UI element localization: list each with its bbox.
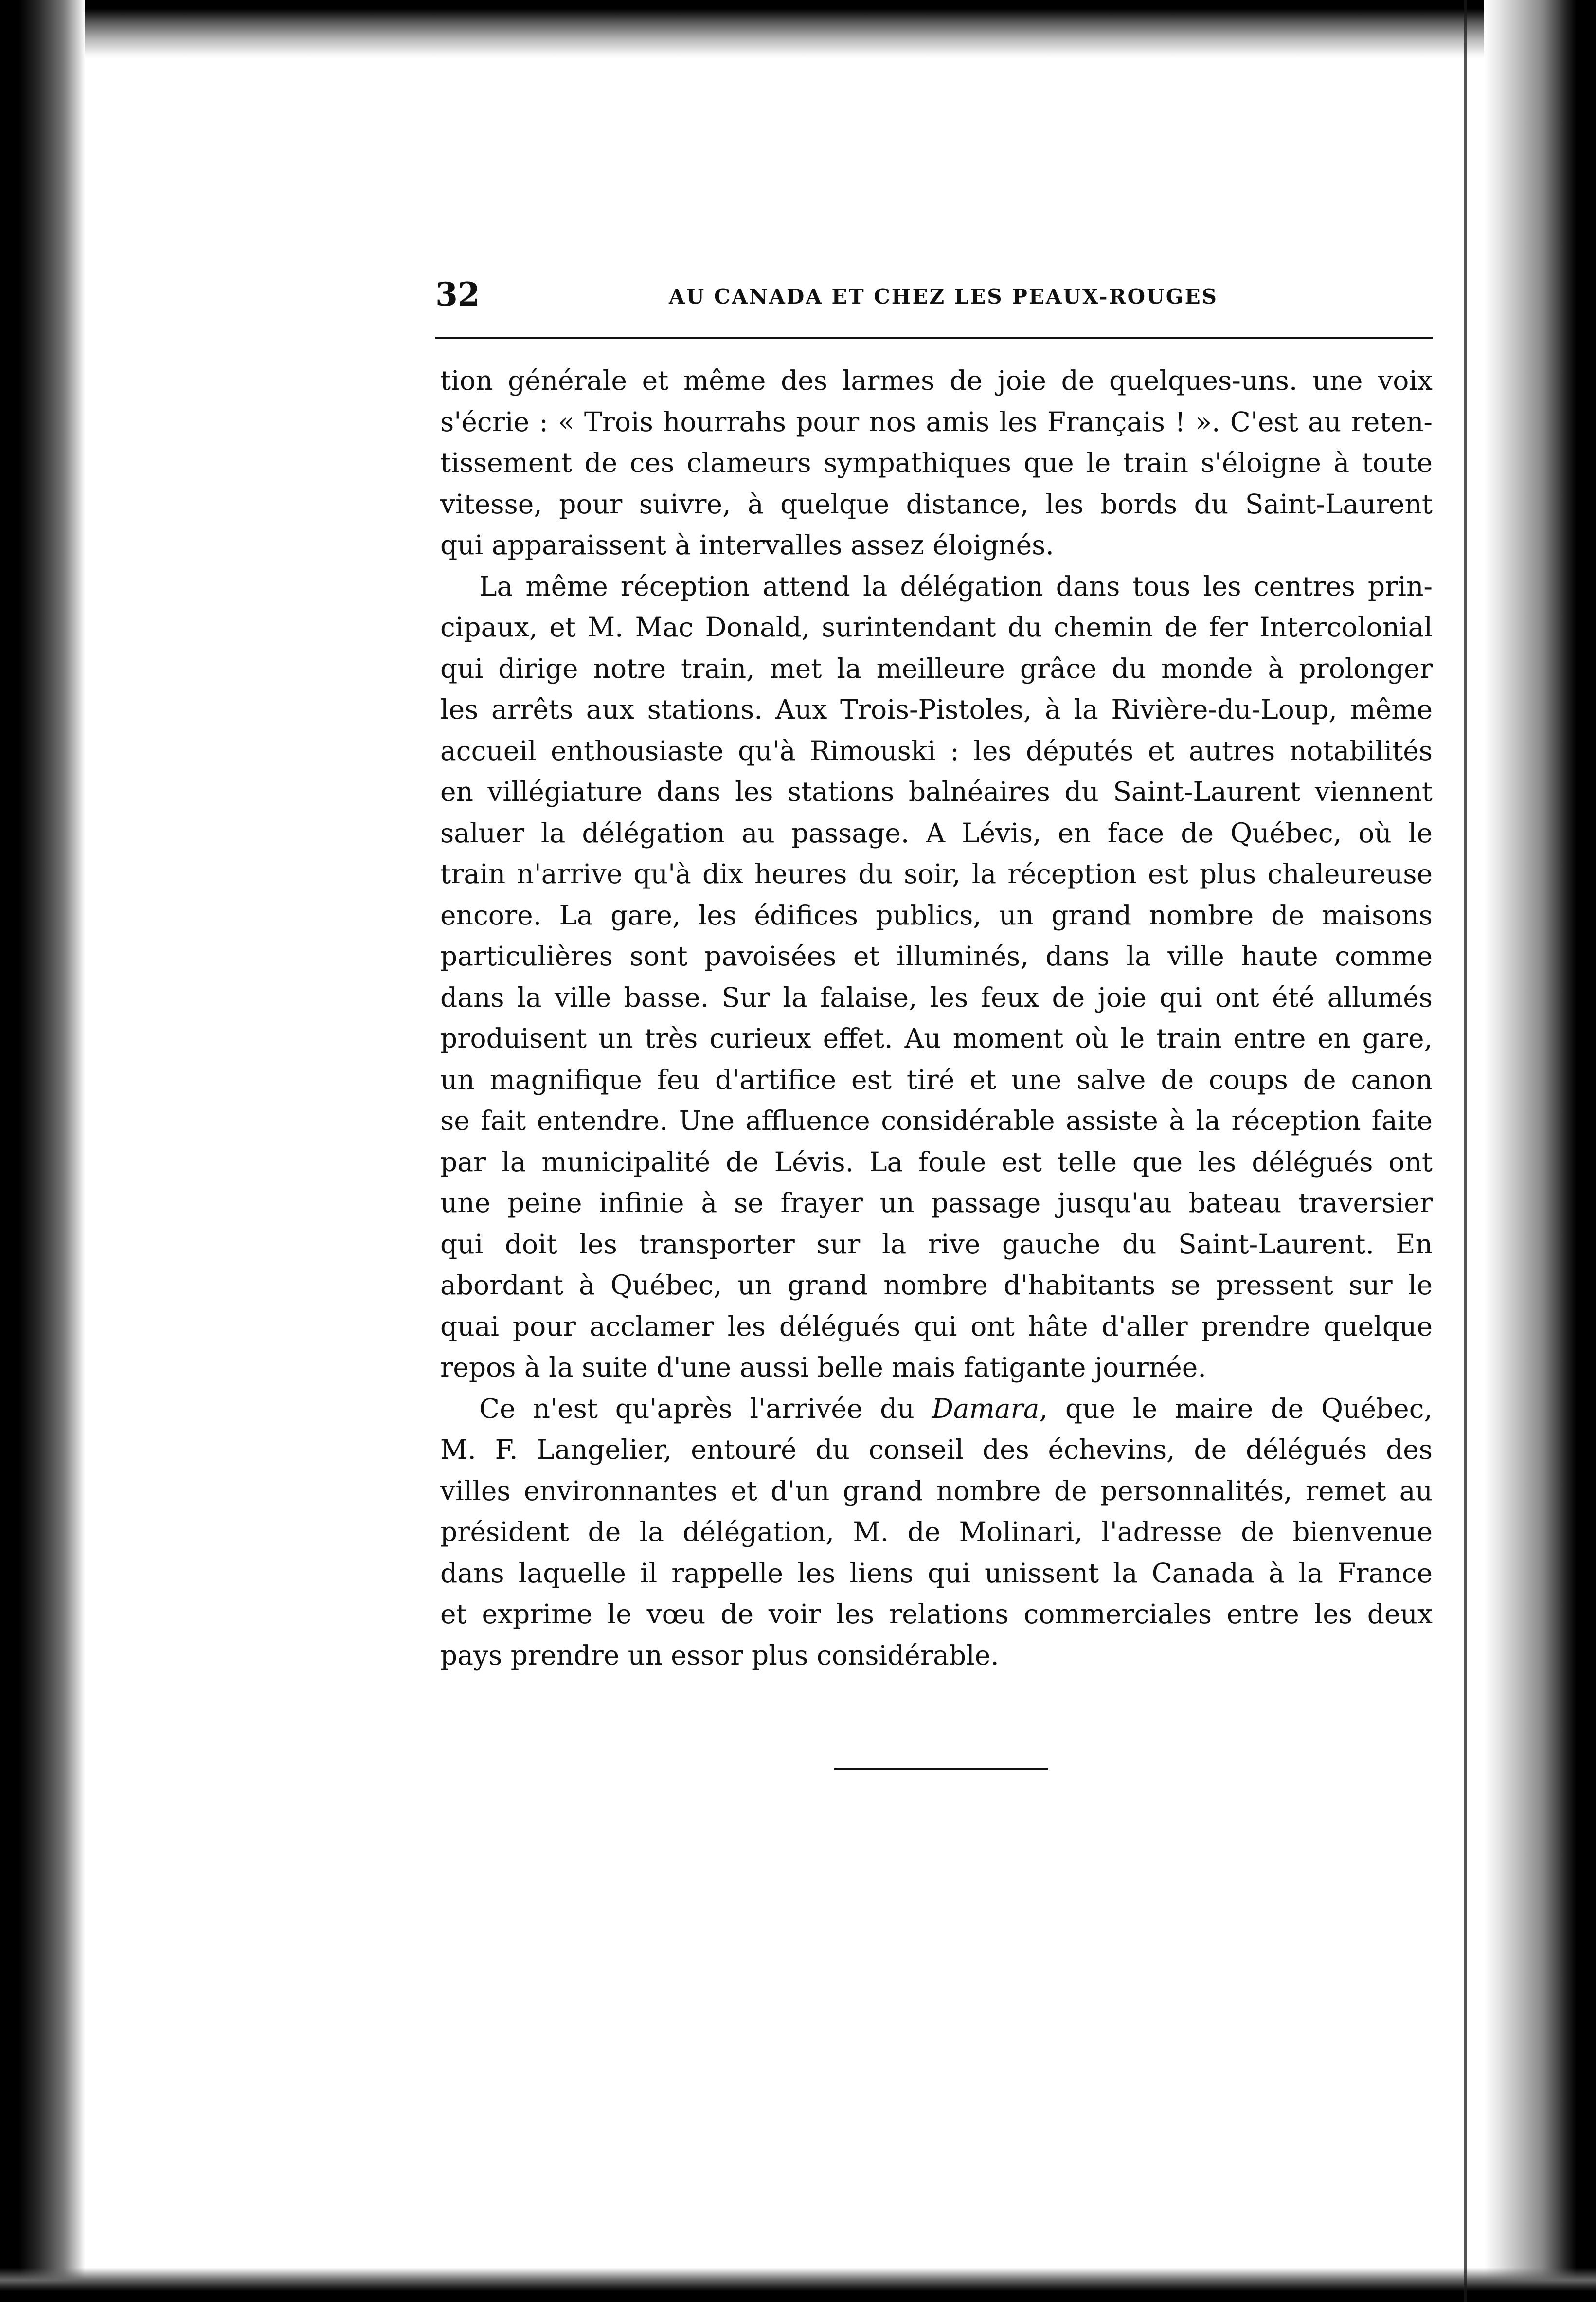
- text-line: et exprime le vœu de voir les relations commerciales entre les deux: [440, 1598, 1433, 1630]
- scan-border-right: [1484, 0, 1596, 2302]
- text-line: tissement de ces clameurs sympathiques que le train s'éloigne à toute: [440, 447, 1433, 478]
- text-line: particulières sont pavoisées et illuminés, dans la ville haute comme: [440, 941, 1433, 972]
- scan-border-left: [0, 0, 85, 2302]
- text-line: dans la ville basse. Sur la falaise, les feux de joie qui ont été allumés: [440, 981, 1433, 1013]
- text-line: encore. La gare, les édifices publics, un grand nombre de maisons: [440, 899, 1433, 931]
- text-line: M. F. Langelier, entouré du conseil des échevins, de délégués des: [440, 1434, 1433, 1465]
- header-rule: [435, 337, 1433, 339]
- body-text: [440, 360, 1433, 1676]
- text-line: s'écrie : « Trois hourrahs pour nos amis les Français ! ». C'est au reten-: [440, 406, 1433, 437]
- text-segment: Ce n'est qu'après l'arrivée du: [479, 1393, 932, 1424]
- text-line: abordant à Québec, un grand nombre d'habitants se pressent sur le: [440, 1269, 1433, 1301]
- text-line: produisent un très curieux effet. Au moment où le train entre en gare,: [440, 1023, 1433, 1054]
- ship-name: Damara: [932, 1393, 1040, 1424]
- running-title: AU CANADA ET CHEZ LES PEAUX-ROUGES: [669, 285, 1218, 308]
- text-line: un magnifique feu d'artifice est tiré et une salve de coups de canon: [440, 1064, 1433, 1095]
- text-line: par la municipalité de Lévis. La foule est telle que les délégués ont: [440, 1146, 1433, 1178]
- text-line: train n'arrive qu'à dix heures du soir, la réception est plus chaleureuse: [440, 858, 1433, 889]
- paragraph-start-line: [440, 1388, 1433, 1430]
- text-line: qui dirige notre train, met la meilleure grâce du monde à prolonger: [440, 653, 1433, 684]
- text-line: repos à la suite d'une aussi belle mais fatigante journée.: [440, 1352, 1206, 1383]
- running-head: [435, 272, 1433, 316]
- text-line: les arrêts aux stations. Aux Trois-Pistoles, à la Rivière-du-Loup, même: [440, 694, 1433, 725]
- page-fold-line: [1464, 0, 1467, 2302]
- text-line: en villégiature dans les stations balnéaires du Saint-Laurent viennent: [440, 776, 1433, 807]
- page-number: 32: [435, 275, 480, 313]
- text-line: qui apparaissent à intervalles assez éloignés.: [440, 529, 1054, 561]
- closing-rule: [834, 1768, 1048, 1770]
- text-line: se fait entendre. Une affluence considérable assiste à la réception faite: [440, 1105, 1433, 1136]
- text-line: dans laquelle il rappelle les liens qui unissent la Canada à la France: [440, 1557, 1433, 1589]
- text-line: saluer la délégation au passage. A Lévis, en face de Québec, où le: [440, 817, 1433, 849]
- text-line: villes environnantes et d'un grand nombre de personnalités, remet au: [440, 1475, 1433, 1506]
- text-line: accueil enthousiaste qu'à Rimouski : les députés et autres notabilités: [440, 735, 1433, 766]
- scan-border-top: [0, 0, 1596, 58]
- text-line: cipaux, et M. Mac Donald, surintendant du chemin de fer Intercolonial: [440, 612, 1433, 643]
- text-line: une peine infinie à se frayer un passage jusqu'au bateau traversier: [440, 1187, 1433, 1218]
- text-line: tion générale et même des larmes de joie de quelques-uns. une voix: [440, 365, 1433, 396]
- text-line: président de la délégation, M. de Molinari, l'adresse de bienvenue: [440, 1516, 1433, 1547]
- scan-border-bottom: [0, 2268, 1596, 2302]
- text-line: pays prendre un essor plus considérable.: [440, 1639, 999, 1671]
- text-line: qui doit les transporter sur la rive gauche du Saint-Laurent. En: [440, 1228, 1433, 1260]
- text-line: vitesse, pour suivre, à quelque distance, les bords du Saint-Laurent: [440, 488, 1433, 520]
- text-segment: , que le maire de Québec,: [1039, 1393, 1433, 1424]
- paragraph-start-line: La même réception attend la délégation dans tous les centres prin-: [479, 570, 1433, 602]
- text-line: quai pour acclamer les délégués qui ont hâte d'aller prendre quelque: [440, 1310, 1433, 1342]
